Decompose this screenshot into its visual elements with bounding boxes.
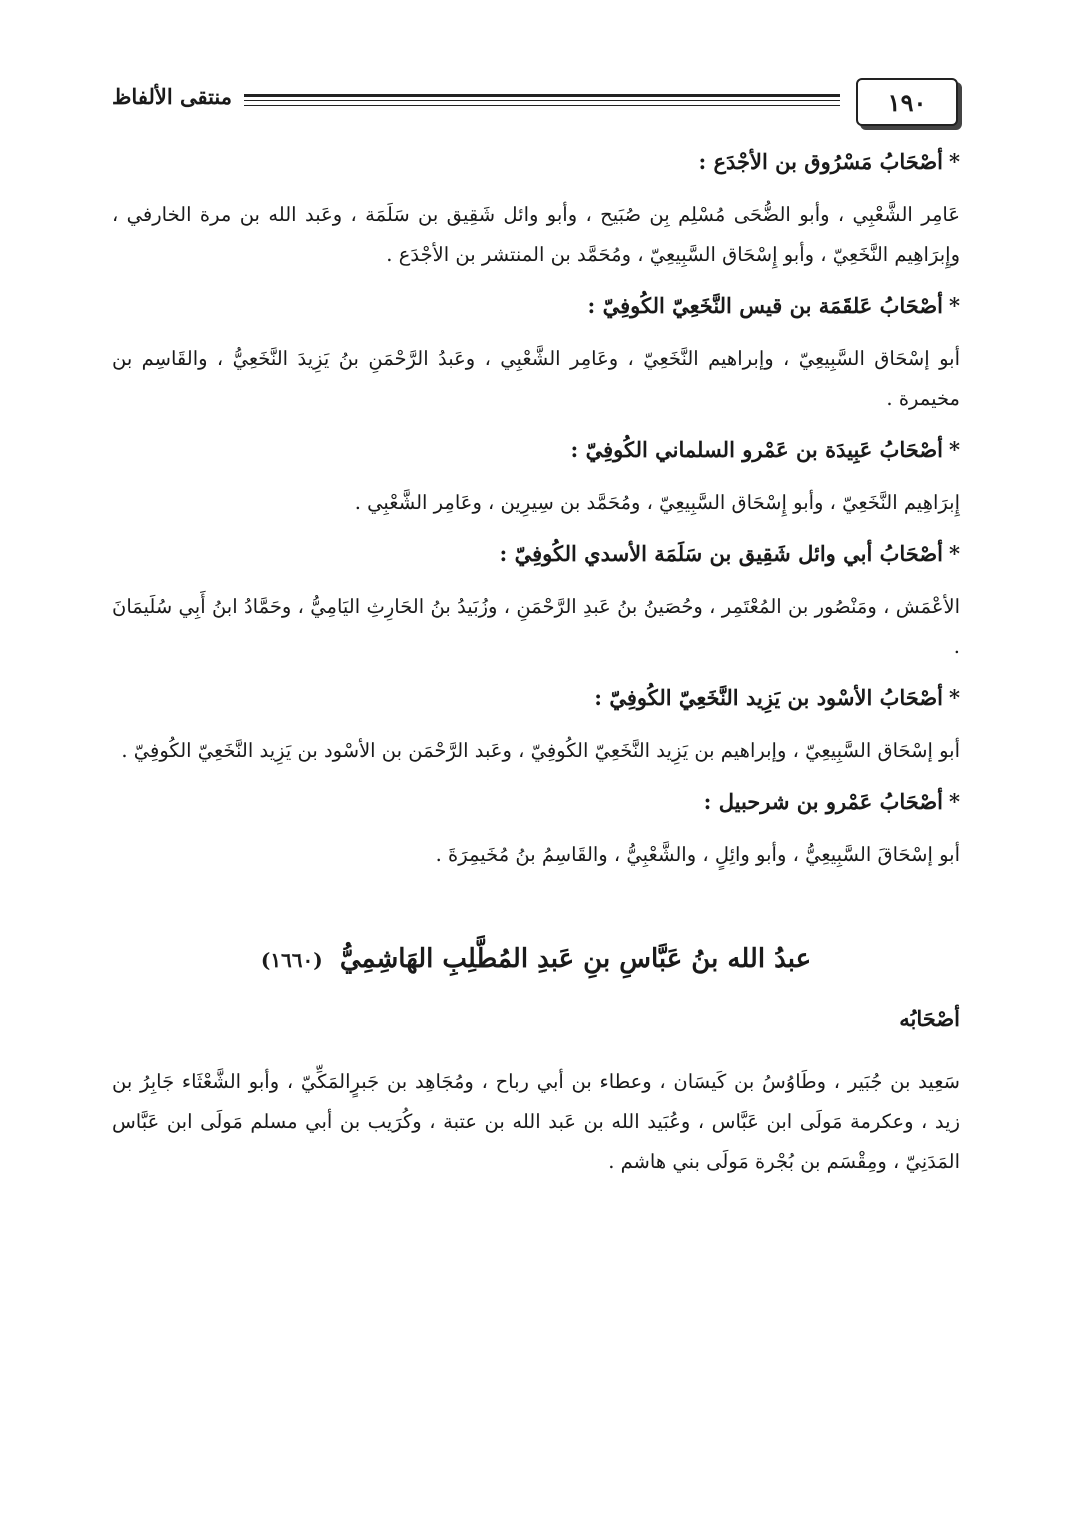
section-heading: *أصْحَابُ عَبِيدَة بن عَمْرو السلماني الكُوفِيّ : — [570, 437, 960, 462]
section-aswad — [112, 681, 960, 771]
section-heading: *أصْحَابُ الأسْود بن يَزِيد النَّخَعِيّ الكُوفِيّ : — [594, 685, 960, 710]
asterisk-icon: * — [949, 541, 960, 566]
section-masruq — [112, 145, 960, 275]
section-text: إِبرَاهِيم النَّخَعِيّ ، وأبو إِسْحَاق السَّبِيعِيّ ، ومُحَمَّد بن سِيرِين ، وعَامِر الشَّعْبِي . — [354, 491, 960, 514]
section-abidah — [112, 433, 960, 523]
section-abu-wail — [112, 537, 960, 667]
section-text: أبو إسْحَاق السَّبِيعِيّ ، وإبراهيم النَّخَعِيّ ، وعَامِر الشَّعْبِي ، وعَبدُ الرَّحْمَنِ بنُ يَزِيدَ النَّخَعِيُّ ، والقَاسِم بن مخيمرة . — [112, 347, 960, 410]
section-alqamah — [112, 289, 960, 419]
asterisk-icon: * — [949, 437, 960, 462]
section-heading: *أصْحَابُ أبي وائل شَقِيق بن سَلَمَة الأسدي الكُوفِيّ : — [499, 541, 960, 566]
asterisk-icon: * — [949, 149, 960, 174]
section-text: أبو إسْحَاق السَّبِيعِيّ ، وإبراهيم بن يَزِيد النَّخَعِيّ الكُوفِيّ ، وعَبد الرَّحْمَن بن الأسْود بن يَزِيد النَّخَعِيّ الكُوفِيّ . — [121, 739, 960, 762]
header-rule — [244, 94, 840, 108]
header-rule-line — [244, 105, 840, 106]
asterisk-icon: * — [949, 293, 960, 318]
section-heading: *أصْحَابُ مَسْرُوق بن الأجْدَع : — [698, 149, 960, 174]
page-number-box — [856, 78, 958, 126]
section-heading: *أصْحَابُ عَمْرو بن شرحبيل : — [703, 789, 960, 814]
main-title — [112, 939, 960, 980]
companions-text: سَعِيد بن جُبَير ، وطَاوُسُ بن كَيسَان ، وعطاء بن أبي رباح ، ومُجَاهِد بن جَبرٍالمَكِّيّ ، وأبو الشَّعْثَاء جَابِرُ بن زيد ، وعكرمة مَولَى ابن عَبَّاس ، وعُبَيد الله بن عَبد الله بن عتبة ، وكُرَيب بن أبي مسلم مَولَى ابن عَبَّاس المَدَنِيّ ، ومِقْسَم بن بُجْرة مَولَى بني هاشم . — [112, 1070, 960, 1173]
section-text: عَامِر الشَّعْبِي ، وأبو الضُّحَى مُسْلِم بِن صُبَيح ، وأبو وائل شَقِيق بن سَلَمَة ، وعَبد الله بن مرة الخارفي ، وإِبرَاهِيم النَّخَعِيّ ، وأبو إِسْحَاق السَّبِيعِيّ ، ومُحَمَّد بن المنتشر بن الأجْدَع . — [112, 203, 960, 266]
header-rule-line — [244, 100, 840, 101]
section-heading: *أصْحَابُ عَلقَمَة بن قيس النَّخَعِيّ الكُوفِيّ : — [587, 293, 960, 318]
footnote-ref: (١٦٦٠) — [260, 948, 323, 972]
asterisk-icon: * — [949, 789, 960, 814]
companions-heading: أصْحَابُه — [899, 1006, 960, 1031]
page-content — [112, 145, 960, 1196]
page-header — [112, 78, 958, 130]
page-number: ١٩٠ — [887, 87, 927, 117]
section-amr — [112, 785, 960, 875]
book-title: منتقى الألفاظ — [112, 84, 233, 109]
section-text: الأعْمَش ، ومَنْصُور بن المُعْتَمِر ، وحُصَينُ بنُ عَبدِ الرَّحْمَنِ ، وزُبَيدُ بنُ الحَارِثِ اليَامِيُّ ، وحَمَّادُ ابنُ أَبِي سُلَيمَانَ . — [112, 595, 960, 658]
asterisk-icon: * — [949, 685, 960, 710]
section-text: أبو إسْحَاقَ السَّبِيعِيُّ ، وأبو وائِلٍ ، والشَّعْبِيُّ ، والقَاسِمُ بنُ مُخَيمِرَةَ . — [435, 843, 960, 866]
header-rule-line — [244, 94, 840, 97]
main-title-name: عبدُ الله بنُ عَبَّاسِ بنِ عَبدِ المُطَّلِبِ الهَاشِمِيُّ — [339, 944, 812, 974]
